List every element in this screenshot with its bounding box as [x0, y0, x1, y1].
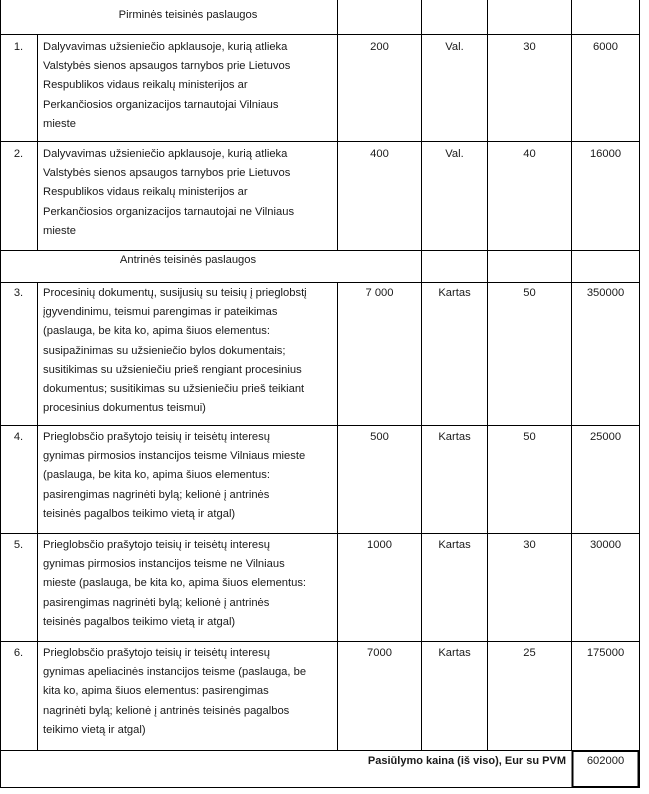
row-2-quantity: 400 [370, 148, 389, 160]
row-3-price: 50 [523, 287, 536, 299]
row-5-unit: Kartas [438, 539, 471, 551]
section-title-secondary: Antrinės teisinės paslaugos [119, 254, 257, 266]
total-price-label: Pasiūlymo kaina (iš viso), Eur su PVM [367, 755, 566, 767]
row-4-price: 50 [523, 431, 536, 443]
row-2-price: 40 [523, 148, 536, 160]
row-2-unit: Val. [445, 148, 464, 160]
row-4-number: 4. [13, 431, 24, 443]
row-5-number: 5. [13, 539, 24, 551]
row-5-price: 30 [523, 539, 536, 551]
row-3-quantity: 7 000 [365, 287, 394, 299]
row-1-price: 30 [523, 41, 536, 53]
row-1-unit: Val. [445, 41, 464, 53]
row-2-description: Dalyvavimas užsieniečio apklausoje, kurią atlieka Valstybės sienos apsaugos tarnybos prie Lietuvos Respublikos vidaus reikalų ministerijos ar Perkančiosios organizacijos tarnautojai ne Vilniaus mieste [43, 148, 295, 237]
row-4-quantity: 500 [370, 431, 389, 443]
row-5-total: 30000 [589, 539, 622, 551]
row-3-description: Procesinių dokumentų, susijusių su teisių į prieglobstį įgyvendinimu, teismui parengimas ir pateikimas (paslauga, be kita ko, apima šiuos elementus: susipažinimas su užsieniečio bylos dokumentais; susitikimas su užsieniečiu prieš rengiant procesinius dokumentus; susitikimas su užsieniečiu prieš teikiant procesinius dokumentus teismui) [43, 287, 307, 415]
row-4-unit: Kartas [438, 431, 471, 443]
row-1-total: 6000 [593, 41, 618, 53]
row-3-unit: Kartas [438, 287, 471, 299]
row-4-total: 25000 [589, 431, 622, 443]
row-1-description: Dalyvavimas užsieniečio apklausoje, kurią atlieka Valstybės sienos apsaugos tarnybos prie Lietuvos Respublikos vidaus reikalų ministerijos ar Perkančiosios organizacijos tarnautojai Vilniaus mieste [43, 41, 291, 130]
row-6-price: 25 [523, 647, 536, 659]
total-price-value: 602000 [586, 755, 625, 767]
row-5-quantity: 1000 [367, 539, 392, 551]
row-2-number: 2. [13, 148, 24, 160]
row-6-unit: Kartas [438, 647, 471, 659]
row-3-total: 350000 [586, 287, 625, 299]
section-title-primary: Pirminės teisinės paslaugos [118, 9, 258, 21]
row-6-description: Prieglobsčio prašytojo teisių ir teisėtų interesų gynimas apeliacinės instancijos teisme (paslauga, be kita ko, apima šiuos elementus: pasirengimas nagrinėti bylą; kelionė į antrinės teisinės pagalbos teikimo vietą ir atgal) [43, 647, 307, 736]
row-6-number: 6. [13, 647, 24, 659]
row-1-number: 1. [13, 41, 24, 53]
row-5-description: Prieglobsčio prašytojo teisių ir teisėtų interesų gynimas pirmosios instancijos teisme ne Vilniaus mieste (paslauga, be kita ko, apima šiuos elementus: pasirengimas nagrinėti bylą; kelionė į antrinės teisinės pagalbos teikimo vietą ir atgal) [43, 539, 307, 628]
row-3-number: 3. [13, 287, 24, 299]
row-1-quantity: 200 [370, 41, 389, 53]
row-4-description: Prieglobsčio prašytojo teisių ir teisėtų interesų gynimas pirmosios instancijos teisme Vilniaus mieste (paslauga, be kita ko, apima šiuos elementus: pasirengimas nagrinėti bylą; kelionė į antrinės teisinės pagalbos teikimo vietą ir atgal) [43, 431, 306, 520]
row-2-total: 16000 [589, 148, 622, 160]
row-6-quantity: 7000 [367, 647, 392, 659]
row-6-total: 175000 [586, 647, 625, 659]
